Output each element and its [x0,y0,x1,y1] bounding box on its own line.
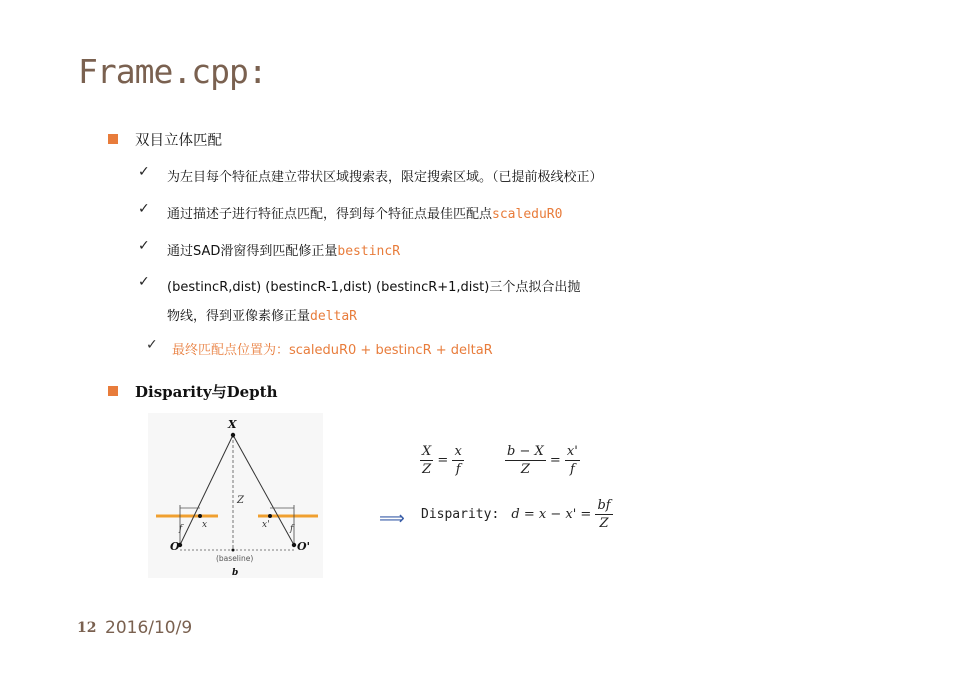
check-icon: ✓ [138,238,150,254]
implies-arrow-icon: ⟹ [379,508,405,529]
item-text: 物线，得到亚像素修正量 [167,309,311,324]
bullet-square-icon [108,386,118,396]
item-highlight: scaleduR0 [492,207,563,222]
bullet-square-icon [108,134,118,144]
section1-heading: 双目立体匹配 [135,133,222,149]
disparity-expression: d = x − x' = [511,507,592,522]
list-item [167,203,562,222]
check-icon: ✓ [138,274,150,290]
disparity-equation [421,498,613,531]
list-item [167,240,400,259]
list-item [167,276,580,295]
list-item-final [172,339,493,358]
check-icon: ✓ [146,337,158,353]
stereo-diagram [148,413,323,578]
item-highlight: bestincR [337,244,401,259]
check-icon: ✓ [138,164,150,180]
slide-title: Frame.cpp: [78,52,267,91]
section2-heading: Disparity与Depth [135,383,278,401]
label-x-left: x [202,520,208,530]
item-text: (bestincR,dist) (bestincR-1,dist) (bestincR+1,dist)三个点拟合出抛 [167,280,581,295]
page-number: 12 [77,620,97,636]
equation-2: $\frac{b - X}{Z}$ = $\frac{x'}{f}$ [507,444,578,477]
label-O: O [170,540,180,553]
list-item-continuation [167,305,357,324]
slide-date: 2016/10/9 [105,618,193,638]
point-O-prime [292,543,296,547]
label-b: b [232,568,239,578]
point-left-image [198,514,202,518]
fraction: $\frac{x'}{f}$ [566,444,578,477]
label-O-prime: O' [297,540,310,553]
point-X [231,433,235,437]
check-icon: ✓ [138,201,150,217]
label-x-right: x' [262,520,270,530]
item-text: 通过描述子进行特征点匹配，得到每个特征点最佳匹配点 [167,207,493,222]
item-text: 最终匹配点位置为：scaleduR0 + bestincR + deltaR [172,343,493,358]
fraction: $\frac{x}{f}$ [454,444,462,477]
item-highlight: deltaR [310,309,357,324]
point-right-image [268,514,272,518]
item-text: 通过SAD滑窗得到匹配修正量 [167,244,338,259]
list-item [167,166,603,185]
fraction: $\frac{bf}{Z}$ [597,498,611,531]
disparity-label: Disparity: [421,507,500,522]
equation-1: $\frac{X}{Z}$ = $\frac{x}{f}$ [422,444,462,477]
label-f-right: f [290,524,294,534]
label-f-left: f [179,524,183,534]
label-Z: Z [237,495,244,506]
fraction: $\frac{X}{Z}$ [422,444,432,477]
label-X: X [228,418,237,431]
label-baseline: (baseline) [216,554,254,563]
item-text: 为左目每个特征点建立带状区域搜索表，限定搜索区域。（已提前极线校正） [167,170,603,185]
fraction: $\frac{b - X}{Z}$ [507,444,544,477]
